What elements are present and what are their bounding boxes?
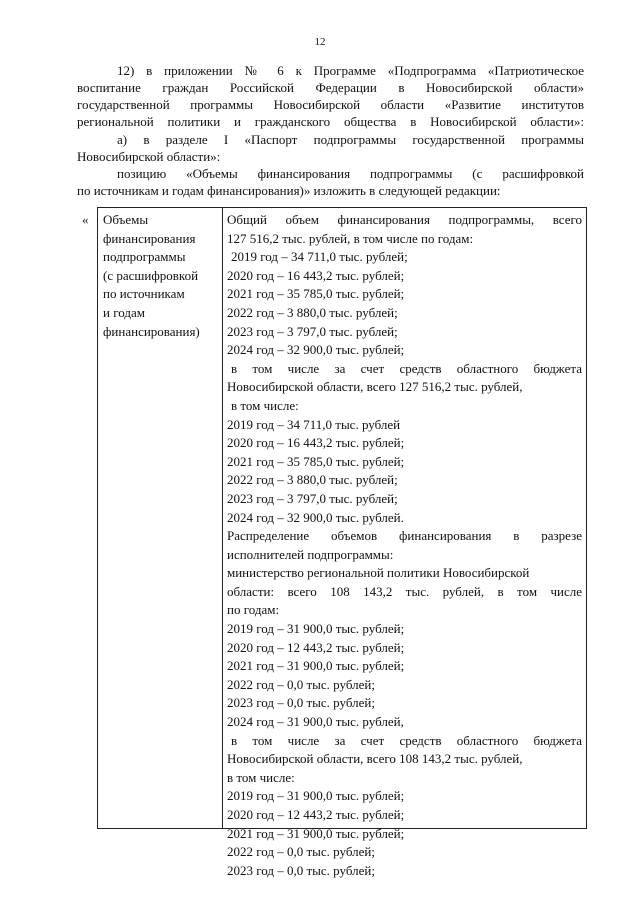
value-line: 2023 год – 0,0 тыс. рублей; — [227, 695, 375, 711]
value-line: 2024 год – 31 900,0 тыс. рублей, — [227, 714, 404, 730]
section-paragraph — [77, 131, 584, 165]
column-divider — [222, 208, 223, 828]
value-line: 2022 год – 3 880,0 тыс. рублей; — [227, 472, 398, 488]
label-line: финансирования) — [103, 323, 200, 339]
text-line: региональной политики и гражданского общества в Новосибирской области»: — [77, 114, 584, 129]
value-line: 2020 год – 12 443,2 тыс. рублей; — [227, 639, 405, 655]
text-line: позицию «Объемы финансирования подпрограммы (с расшифровкой — [117, 166, 584, 181]
value-line: 2019 год – 34 711,0 тыс. рублей — [227, 416, 401, 432]
label-line: по источникам — [103, 286, 185, 302]
label-line: и годам — [103, 304, 145, 320]
text-line: а) в разделе I «Паспорт подпрограммы государственной программы — [117, 132, 584, 147]
table-value-cell — [227, 211, 582, 880]
value-line: Общий объем финансирования подпрограммы, всего — [227, 212, 582, 227]
value-line: 2022 год – 0,0 тыс. рублей; — [227, 676, 375, 692]
value-line: 2023 год – 3 797,0 тыс. рублей; — [227, 323, 398, 339]
text-line: государственной программы Новосибирской области «Развитие институтов — [77, 97, 584, 112]
value-line: в том числе: — [227, 769, 295, 785]
value-line: 2020 год – 16 443,2 тыс. рублей; — [227, 435, 405, 451]
value-line: 2021 год – 31 900,0 тыс. рублей; — [227, 658, 405, 674]
value-line: 2022 год – 3 880,0 тыс. рублей; — [227, 304, 398, 320]
text-line: Новосибирской области»: — [77, 149, 221, 164]
text-line: по источникам и годам финансирования)» изложить в следующей редакции: — [77, 183, 501, 198]
value-line: 127 516,2 тыс. рублей, в том числе по годам: — [227, 230, 474, 246]
value-line: по годам: — [227, 602, 280, 618]
value-line: 2021 год – 35 785,0 тыс. рублей; — [227, 453, 405, 469]
value-line: в том числе: — [231, 397, 299, 413]
value-line: Распределение объемов финансирования в разрезе — [227, 528, 582, 544]
financing-table — [97, 207, 587, 878]
table-label-cell — [103, 211, 221, 341]
value-line: области: всего 108 143,2 тыс. рублей, в том числе — [227, 583, 582, 599]
value-line: 2021 год – 31 900,0 тыс. рублей; — [227, 825, 405, 841]
value-line: Новосибирской области, всего 127 516,2 тыс. рублей, — [227, 379, 523, 395]
label-line: подпрограммы — [103, 249, 186, 265]
value-line: министерство региональной политики Новосибирской — [227, 565, 530, 581]
value-line: 2024 год – 32 900,0 тыс. рублей. — [227, 509, 404, 525]
position-paragraph — [77, 165, 584, 199]
value-line: Новосибирской области, всего 108 143,2 тыс. рублей, — [227, 751, 523, 767]
value-line: 2022 год – 0,0 тыс. рублей; — [227, 844, 375, 860]
amendment-paragraph — [77, 62, 584, 130]
value-line: 2019 год – 34 711,0 тыс. рублей; — [231, 249, 408, 265]
page-number: 12 — [314, 36, 326, 48]
value-line: исполнителей подпрограммы: — [227, 546, 394, 562]
value-line: 2020 год – 16 443,2 тыс. рублей; — [227, 267, 405, 283]
value-line: 2019 год – 31 900,0 тыс. рублей; — [227, 621, 405, 637]
text-line: воспитание граждан Российской Федерации в Новосибирской области» — [77, 80, 584, 95]
value-line: в том числе за счет средств областного бюджета — [231, 732, 582, 748]
value-line: 2021 год – 35 785,0 тыс. рублей; — [227, 286, 405, 302]
value-line: 2023 год – 0,0 тыс. рублей; — [227, 862, 375, 878]
value-line: в том числе за счет средств областного бюджета — [231, 360, 582, 376]
label-line: Объемы — [103, 212, 149, 227]
value-line: 2023 год – 3 797,0 тыс. рублей; — [227, 490, 398, 506]
value-line: 2020 год – 12 443,2 тыс. рублей; — [227, 807, 405, 822]
value-line: 2024 год – 32 900,0 тыс. рублей; — [227, 342, 405, 358]
label-line: финансирования — [103, 230, 196, 246]
label-line: (с расшифровкой — [103, 267, 199, 283]
value-line: 2019 год – 31 900,0 тыс. рублей; — [227, 788, 405, 804]
opening-quote: « — [82, 212, 89, 227]
text-line: 12) в приложении № 6 к Программе «Подпрограмма «Патриотическое — [117, 63, 584, 78]
